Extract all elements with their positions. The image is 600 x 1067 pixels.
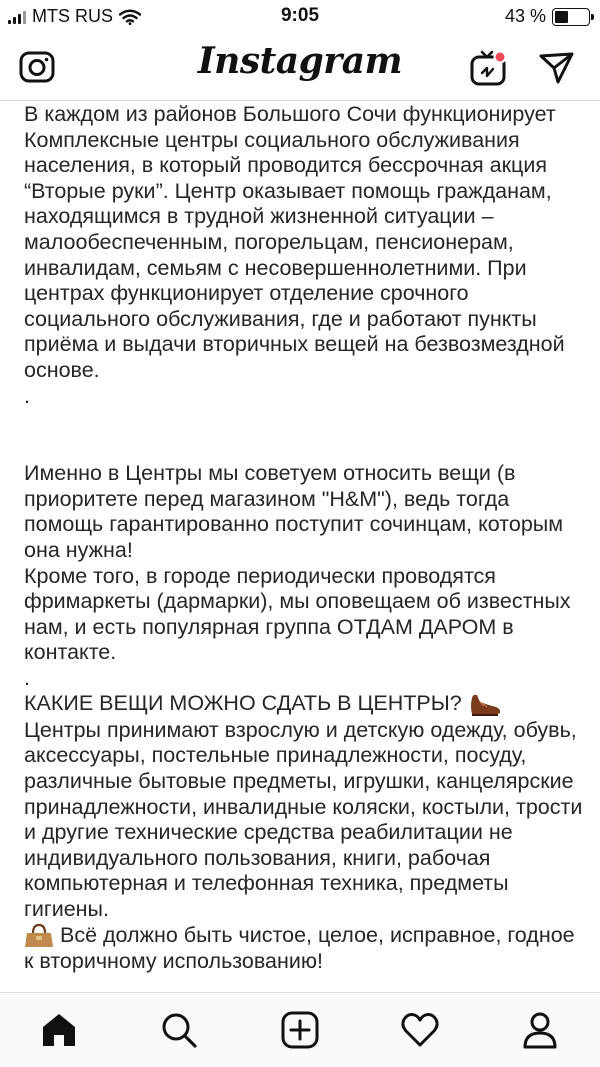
caption-question-line (24, 691, 584, 717)
caption-paragraph: Центры принимают взрослую и детскую одежду, обувь, аксессуары, постельные принадлежности, посуду, различные бытовые предметы, игрушки, канцелярские принадлежности, инвалидные коляски, костыли, трости и другие технические средства реабилитации не индивидуального пользования, книги, рабочая компьютерная и телефонная техника, предметы гигиены. (24, 717, 583, 921)
caption-dot: . (24, 665, 30, 690)
search-icon[interactable] (156, 1007, 202, 1053)
app-header (0, 34, 600, 101)
clock: 9:05 (280, 5, 320, 26)
battery-fill (555, 11, 568, 23)
caption-dot: . (24, 383, 30, 408)
profile-icon[interactable] (517, 1007, 563, 1053)
spacer (24, 435, 584, 461)
home-icon[interactable] (36, 1007, 82, 1053)
battery-percent: 43 % (504, 6, 546, 26)
bottom-navigation (0, 992, 600, 1067)
status-bar (0, 0, 600, 34)
post-caption (24, 102, 584, 974)
activity-heart-icon[interactable] (397, 1007, 443, 1053)
handbag-icon (24, 923, 54, 949)
battery-icon (552, 8, 590, 26)
caption-paragraph: Кроме того, в городе периодически проводятся фримаркеты (дармарки), мы оповещаем об известных нам, и есть популярная группа ОТДАМ ДАРОМ в контакте. (24, 563, 571, 665)
caption-last-line (24, 923, 584, 975)
caption-paragraph: Именно в Центры мы советуем относить вещи (в приоритете перед магазином "H&M"), ведь тогда помощь гарантированно поступит сочинцам, которым она нужна! (24, 461, 564, 562)
instagram-logo: Instagram (197, 40, 403, 82)
caption-question: КАКИЕ ВЕЩИ МОЖНО СДАТЬ В ЦЕНТРЫ? (24, 691, 462, 716)
shoe-icon (468, 692, 502, 718)
direct-message-icon[interactable] (535, 46, 577, 88)
spacer (24, 409, 584, 435)
caption-paragraph: В каждом из районов Большого Сочи функционирует Комплексные центры социального обслуживания населения, в который проводится бессрочная акция “Вторые руки”. Центр оказывает помощь гражданам, находящимся в трудной жизненной ситуации – малообеспеченным, погорельцам, пенсионерам, инвалидам, семьям с несовершеннолетними. При центрах функционирует отделение срочного социального обслуживания, где и работают пункты приёма и выдачи вторичных вещей на безвозмездной основе. (24, 102, 565, 382)
igtv-icon[interactable] (467, 46, 509, 88)
caption-paragraph: Всё должно быть чистое, целое, исправное, годное к вторичному использованию! (24, 922, 575, 973)
status-bar-right (505, 6, 590, 27)
carrier-name: MTS RUS (32, 6, 113, 26)
add-post-icon[interactable] (277, 1007, 323, 1053)
